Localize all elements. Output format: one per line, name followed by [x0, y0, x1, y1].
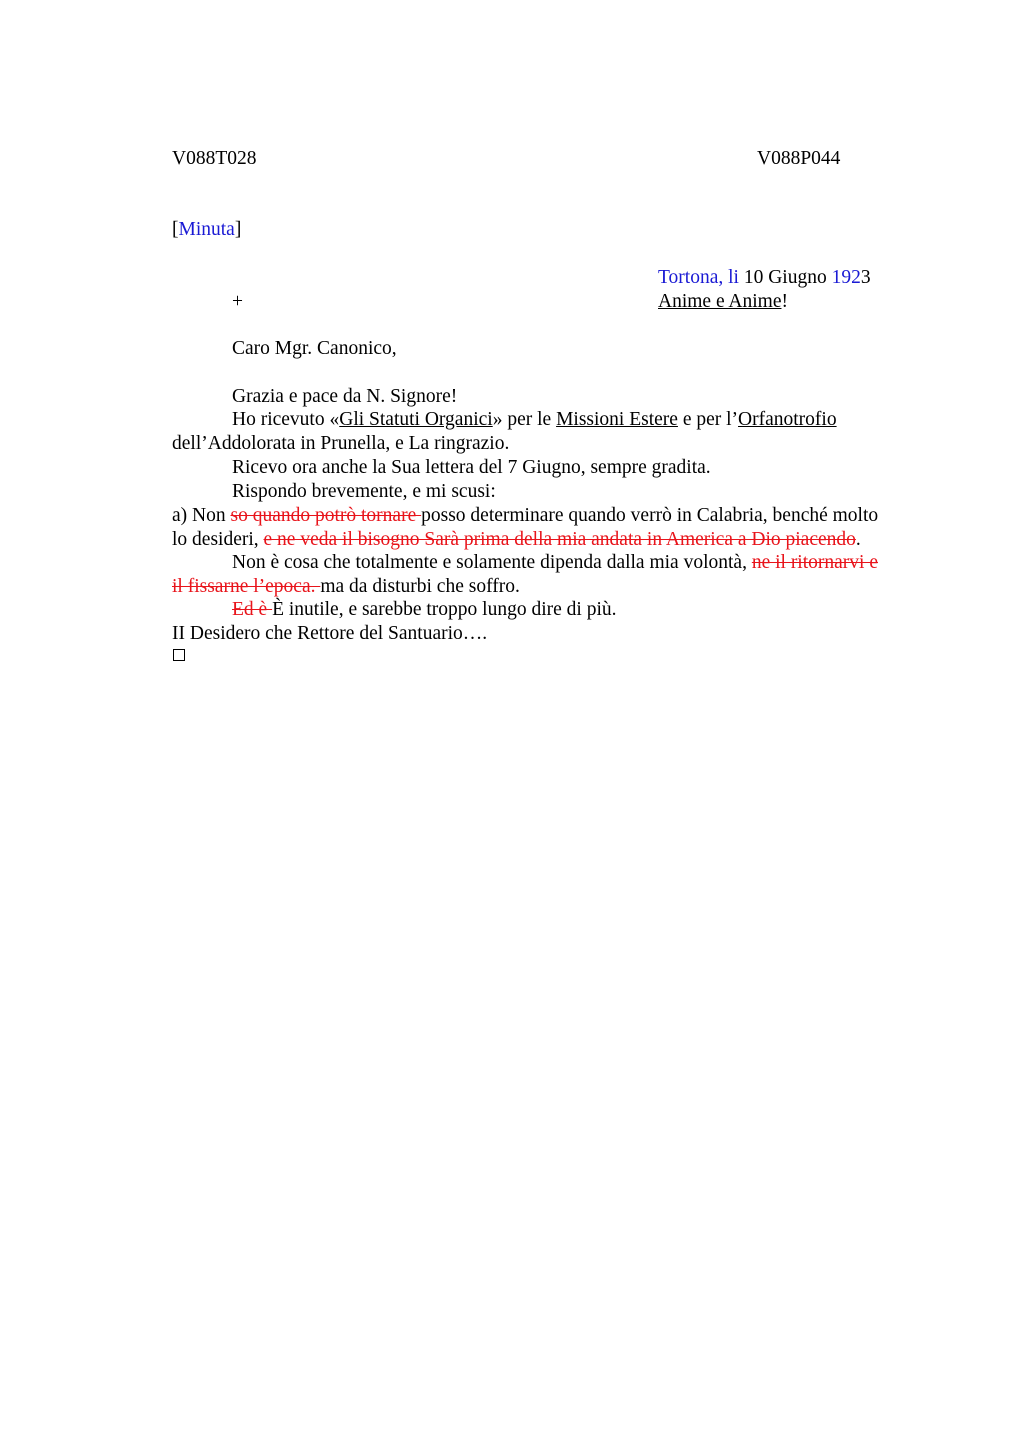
document-code-right: V088P044 [757, 148, 841, 169]
deleted-text: e ne veda il bisogno Sarà prima della mia andata in America a Dio piacendo [263, 529, 856, 550]
body-line-letter: Ricevo ora anche la Sua lettera del 7 Giugno, sempre gradita. [232, 457, 711, 478]
missions-name: Missioni Estere [556, 409, 678, 430]
body-line-reply: Rispondo brevemente, e mi scusi: [232, 481, 496, 502]
salutation: Caro Mgr. Canonico, [232, 338, 397, 359]
deleted-text: so quando potrò tornare [230, 505, 422, 526]
draft-label: [Minuta] [172, 219, 242, 240]
body-line-will: Non è cosa che totalmente e solamente dipenda dalla mia volontà, ne il ritornarvi e [232, 552, 878, 573]
point-a-line: a) Non so quando potrò tornare posso determinare quando verrò in Calabria, benché molto [172, 505, 879, 526]
draft-label-text: Minuta [178, 219, 235, 240]
dateline-day-month: 10 Giugno [738, 267, 832, 288]
body-line-thanks: dell’Addolorata in Prunella, e La ringrazio. [172, 433, 510, 454]
point-ii-line: II Desidero che Rettore del Santuario…. [172, 623, 488, 644]
dateline-place: Tortona, li [658, 267, 739, 288]
deleted-text: ne il ritornarvi e [751, 552, 878, 573]
body-line-disturbances: il fissarne l’epoca. ma da disturbi che soffro. [172, 576, 520, 597]
motto-text: Anime e Anime [658, 291, 782, 312]
deleted-text: Ed è [232, 599, 273, 620]
body-line-useless: Ed è È inutile, e sarebbe troppo lungo dire di più. [232, 599, 617, 620]
body-line-received: Ho ricevuto «Gli Statuti Organici» per le Missioni Estere e per l’Orfanotrofio [232, 409, 837, 430]
dateline-year-digit: 3 [860, 267, 871, 288]
end-square-icon [173, 649, 185, 661]
deleted-text: il fissarne l’epoca. [172, 576, 321, 597]
motto: Anime e Anime! [658, 291, 788, 312]
dateline [658, 266, 871, 290]
orphanage-name: Orfanotrofio [738, 409, 837, 430]
cross-mark: + [232, 291, 243, 312]
point-a-continuation: lo desideri, e ne veda il bisogno Sarà prima della mia andata in America a Dio piacendo. [172, 529, 861, 550]
statute-title: Gli Statuti Organici [339, 409, 493, 430]
greeting-line: Grazia e pace da N. Signore! [232, 386, 458, 407]
document-code-left: V088T028 [172, 148, 257, 169]
dateline-year-part: 192 [831, 267, 861, 288]
